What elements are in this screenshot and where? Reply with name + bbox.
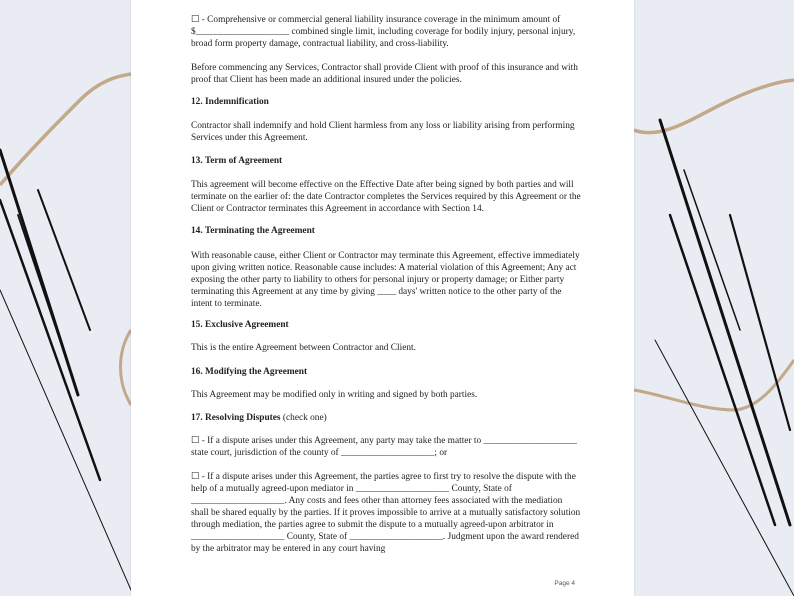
- indemnification-heading: 12. Indemnification: [191, 97, 269, 107]
- indemnification-paragraph: Contractor shall indemnify and hold Client harmless from any loss or liability arising from performing Services under this Agreement.: [191, 121, 575, 143]
- beige-curve-left-lower: [120, 330, 131, 405]
- dispute-mediation-option: ☐ - If a dispute arises under this Agreement, the parties agree to first try to resolve the dispute with the help of a mutually agreed-upon mediator in ____________________ County, State of ____________________. Any costs and fees other than attorney fees associated with the mediation shall be shared equally by the parties. If it proves impossible to arrive at a mutually satisfactory solution through mediation, the parties agree to submit the dispute to a mutually agreed-upon arbitrator in ____________________ County, State of ____________________. Judgment upon the award rendered by the arbitrator may be entered in any court having: [191, 472, 581, 554]
- page-number: Page 4: [554, 580, 575, 587]
- term-paragraph: This agreement will become effective on the Effective Date after being signed by both parties and will terminate on the earlier of: the date Contractor completes the Services required by this Agreement or the Client or Contractor terminates this Agreement in accordance with Section 14.: [191, 180, 581, 214]
- terminating-paragraph: With reasonable cause, either Client or Contractor may terminate this Agreement, effective immediately upon giving written notice. Reasonable cause includes: A material violation of this Agreement; Any act exposing the other party to liability to others for personal injury or property damage; or Either party terminating this Agreement at any time by giving ____ days' written notice to the other party of the intent to terminate.: [191, 251, 580, 309]
- black-strokes-right: [655, 120, 794, 596]
- insurance-proof-paragraph: Before commencing any Services, Contractor shall provide Client with proof of this insurance and with proof that Client has been made an additional insured under the policies.: [191, 63, 578, 85]
- disputes-heading-note: (check one): [280, 413, 327, 423]
- disputes-heading: 17. Resolving Disputes: [191, 413, 281, 423]
- exclusive-paragraph: This is the entire Agreement between Contractor and Client.: [191, 343, 416, 353]
- insurance-option-paragraph: ☐ - Comprehensive or commercial general liability insurance coverage in the minimum amount of $____________________ combined single limit, including coverage for bodily injury, personal injury, broad form property damage, contractual liability, and cross-liability.: [191, 15, 576, 49]
- terminating-heading: 14. Terminating the Agreement: [191, 226, 315, 236]
- black-strokes-left: [0, 150, 131, 590]
- modifying-paragraph: This Agreement may be modified only in writing and signed by both parties.: [191, 390, 478, 400]
- beige-curve-right-lower: [634, 360, 794, 410]
- beige-curve-right: [634, 80, 794, 133]
- disputes-heading-line: [191, 412, 327, 424]
- dispute-court-option: ☐ - If a dispute arises under this Agreement, any party may take the matter to ____________________ state court, jurisdiction of the county of ____________________; or: [191, 436, 577, 458]
- exclusive-heading: 15. Exclusive Agreement: [191, 320, 289, 330]
- beige-curve-left: [0, 74, 131, 185]
- modifying-heading: 16. Modifying the Agreement: [191, 367, 308, 377]
- term-heading: 13. Term of Agreement: [191, 156, 283, 166]
- document-page: [131, 0, 634, 596]
